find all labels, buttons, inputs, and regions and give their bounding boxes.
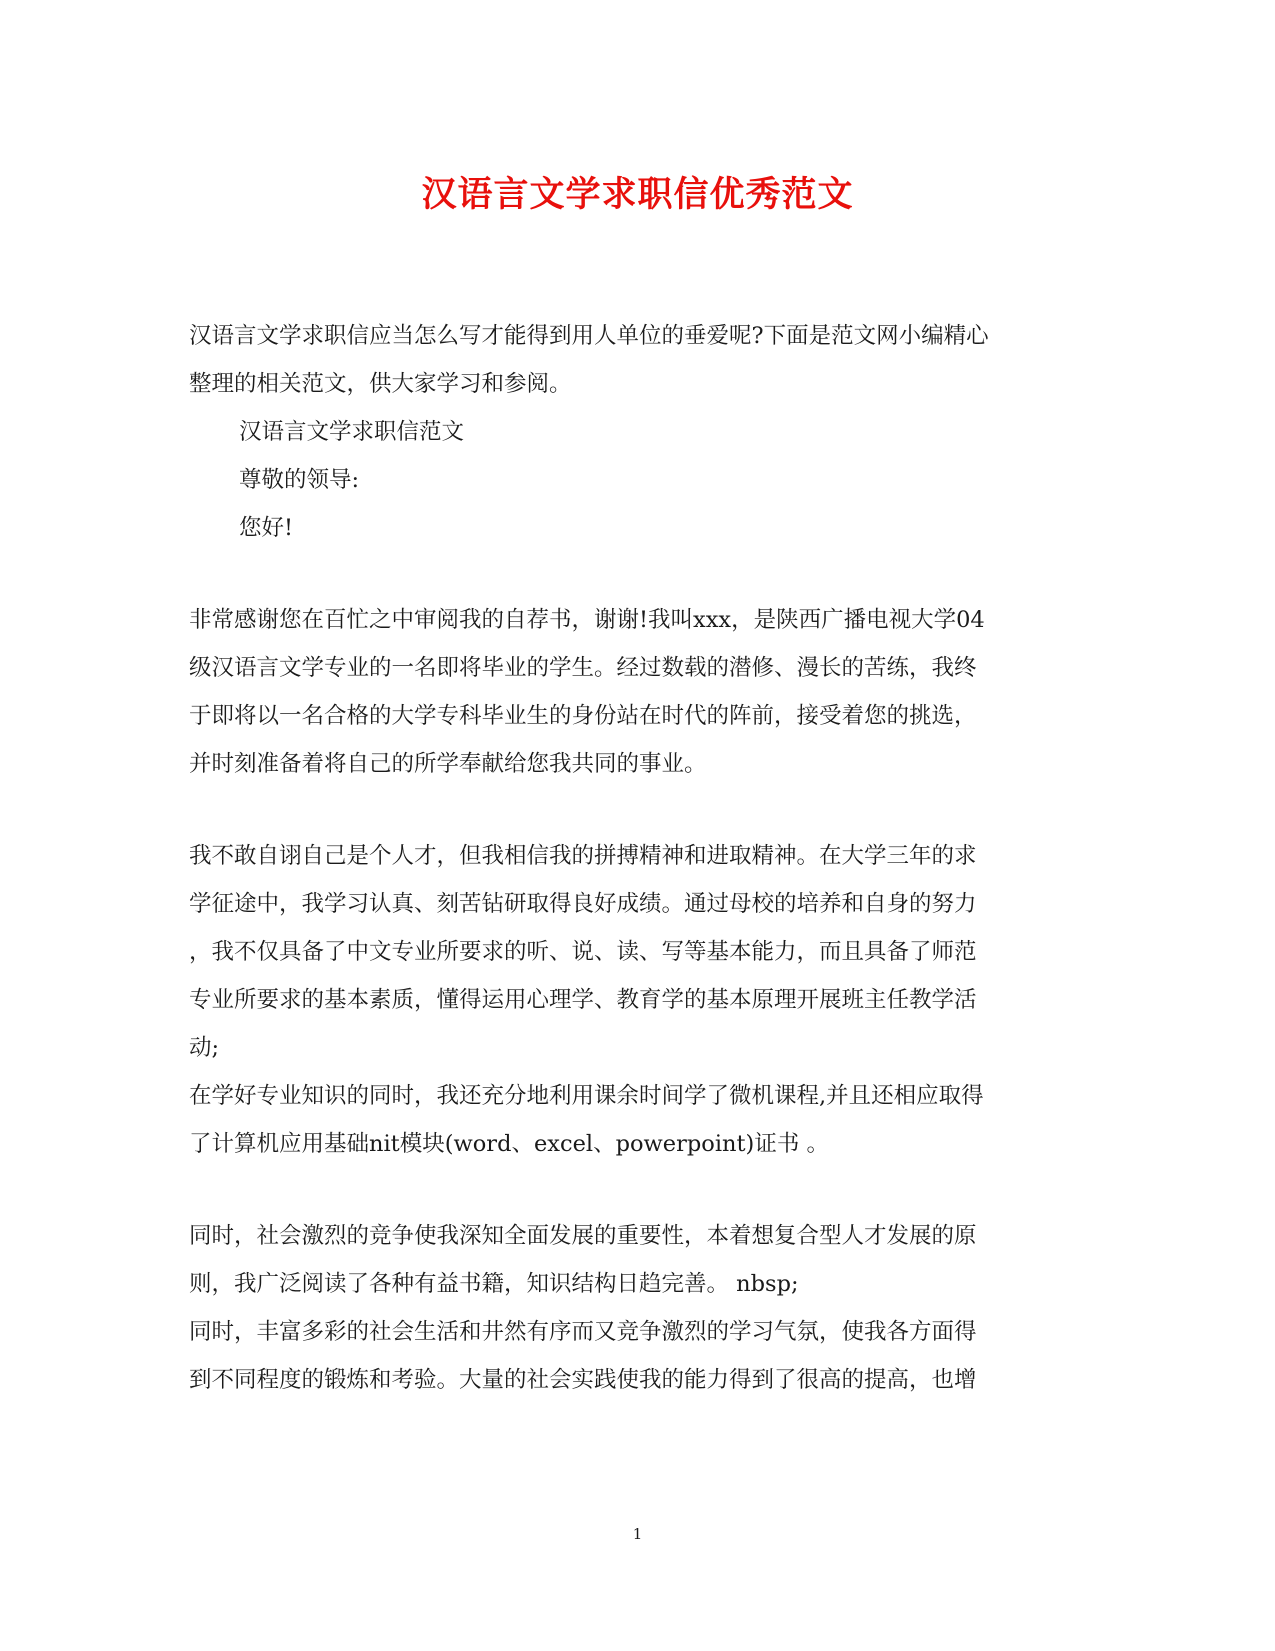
salutation: 尊敬的领导: (239, 467, 360, 493)
paragraph-line: 于即将以一名合格的大学专科毕业生的身份站在时代的阵前，接受着您的挑选， (189, 703, 977, 729)
paragraph-line: 动; (189, 1035, 220, 1061)
paragraph-line: 级汉语言文学专业的一名即将毕业的学生。经过数载的潜修、漫长的苦练，我终 (189, 655, 977, 681)
intro-line: 汉语言文学求职信应当怎么写才能得到用人单位的垂爱呢?下面是范文网小编精心 (189, 323, 989, 349)
paragraph-line: 非常感谢您在百忙之中审阅我的自荐书，谢谢!我叫xxx，是陕西广播电视大学04 (189, 607, 985, 633)
paragraph-line: ，我不仅具备了中文专业所要求的听、说、读、写等基本能力，而且具备了师范 (189, 939, 977, 965)
paragraph-line: 同时，丰富多彩的社会生活和井然有序而又竞争激烈的学习气氛，使我各方面得 (189, 1319, 977, 1345)
paragraph-line: 则，我广泛阅读了各种有益书籍，知识结构日趋完善。 nbsp; (189, 1271, 799, 1297)
greeting: 您好! (239, 515, 294, 541)
page-number: 1 (632, 1525, 643, 1543)
paragraph-line: 并时刻准备着将自己的所学奉献给您我共同的事业。 (189, 751, 707, 777)
paragraph-line: 了计算机应用基础nit模块(word、excel、powerpoint)证书 。 (189, 1131, 829, 1157)
paragraph-line: 专业所要求的基本素质，懂得运用心理学、教育学的基本原理开展班主任教学活 (189, 987, 977, 1013)
intro-line: 整理的相关范文，供大家学习和参阅。 (189, 371, 572, 397)
paragraph-line: 在学好专业知识的同时，我还充分地利用课余时间学了微机课程,并且还相应取得 (189, 1083, 984, 1109)
paragraph-line: 同时，社会激烈的竞争使我深知全面发展的重要性，本着想复合型人才发展的原 (189, 1223, 977, 1249)
document-title: 汉语言文学求职信优秀范文 (421, 174, 854, 215)
letter-heading: 汉语言文学求职信范文 (239, 419, 465, 445)
paragraph-line: 学征途中，我学习认真、刻苦钻研取得良好成绩。通过母校的培养和自身的努力 (189, 891, 977, 917)
paragraph-line: 到不同程度的锻炼和考验。大量的社会实践使我的能力得到了很高的提高，也增 (189, 1367, 977, 1393)
paragraph-line: 我不敢自诩自己是个人才，但我相信我的拼搏精神和进取精神。在大学三年的求 (189, 843, 977, 869)
